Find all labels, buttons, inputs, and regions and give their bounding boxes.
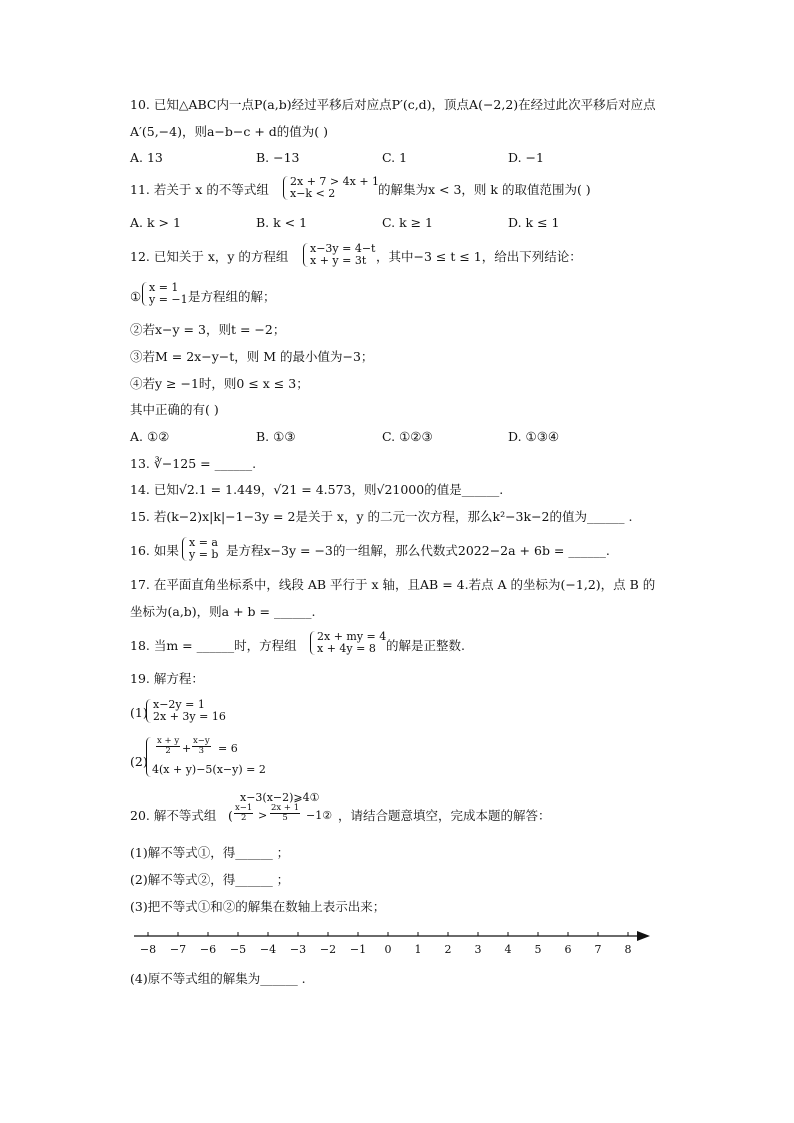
q20-post: ，请结合题意填空，完成本题的解答： <box>338 808 551 823</box>
q10-stem: △ABC内一点P(a,b)经过平移后对应点P′(c,d)，顶点A(−2,2)在经过此次平移后对应点 <box>178 97 656 112</box>
q20-frac1-den: 2 <box>240 813 247 823</box>
q12-conclusion-2: ②若x−y = 3，则t = −2； <box>130 322 286 337</box>
number-line-tick-label: 3 <box>474 943 482 956</box>
q11-system-row2: x−k < 2 <box>290 187 336 200</box>
q12-post: ，其中−3 ≤ t ≤ 1，给出下列结论： <box>376 249 582 264</box>
q14-text: 14. 已知√2.1 = 1.449，√21 = 4.573，则√21000的值是______. <box>130 482 504 497</box>
q19-part1-label: (1) <box>130 705 148 720</box>
number-line-tick-label: 7 <box>594 943 602 956</box>
q19-part2-frac2-den: 3 <box>198 746 205 756</box>
number-line-tick-label: −8 <box>139 943 157 956</box>
q20-row1: x−3(x−2)⩾4① <box>240 791 320 804</box>
q19-part2-frac1-den: 2 <box>165 746 171 756</box>
q19-part2-eq: = 6 <box>218 742 238 755</box>
number-line-tick-label: −2 <box>319 943 337 956</box>
q10-option-d: D. −1 <box>508 150 544 165</box>
q18-system-row1: 2x + my = 4 <box>317 630 387 643</box>
q12-option-c: C. ①②③ <box>382 429 433 444</box>
q10-option-b: B. −13 <box>256 150 300 165</box>
q11-system-row1: 2x + 7 > 4x + 1 <box>290 175 380 188</box>
q20-pre: 20. 解不等式组 <box>130 808 217 823</box>
q20-paren: ( <box>228 808 233 823</box>
q12-c1-post: 是方程组的解； <box>188 289 276 304</box>
q11-option-a: A. k > 1 <box>130 215 181 230</box>
q20-gt: > <box>258 809 268 822</box>
q19-part2-plus: + <box>182 742 192 755</box>
q19-part2-frac2-num: x−y <box>193 736 210 746</box>
q18-post: 的解是正整数. <box>386 638 465 653</box>
q20-frac2-den: 5 <box>282 813 288 823</box>
q11-option-d: D. k ≤ 1 <box>508 215 560 230</box>
q20-step4: (4)原不等式组的解集为______ . <box>130 971 306 986</box>
q12-ask: 其中正确的有( ) <box>130 402 219 417</box>
q17-line2: 坐标为(a,b)，则a + b = ______. <box>130 604 316 619</box>
q16-system-row1: x = a <box>189 536 218 549</box>
q12-c1-row1: x = 1 <box>149 281 179 294</box>
q20-frac2-num: 2x + 1 <box>271 803 300 813</box>
q20-minus1: −1② <box>306 809 333 822</box>
q10-line2: A′(5,−4)，则a−b−c + d的值为( ) <box>130 124 329 139</box>
q11-option-b: B. k < 1 <box>256 215 308 230</box>
q16-system-row2: y = b <box>189 548 219 561</box>
number-line-tick-label: 0 <box>384 943 392 956</box>
q10-option-c: C. 1 <box>382 150 408 165</box>
q18-system-row2: x + 4y = 8 <box>317 642 376 655</box>
number-line-tick-label: 8 <box>624 943 632 956</box>
number-line-tick-label: −1 <box>349 943 367 956</box>
q13-text: 13. ∛−125 = ______. <box>130 456 257 471</box>
q19-part2-frac1-num: x + y <box>157 736 180 746</box>
q12-option-a: A. ①② <box>130 429 170 444</box>
q12-pre: 12. 已知关于 x，y 的方程组 <box>130 249 289 264</box>
number-line-tick-label: −6 <box>199 943 217 956</box>
q19-part2-label: (2) <box>130 754 148 769</box>
q20-step3: (3)把不等式①和②的解集在数轴上表示出来； <box>130 899 386 914</box>
q20-frac1-num: x−1 <box>235 803 253 813</box>
q18-pre: 18. 当m = ______时，方程组 <box>130 638 297 653</box>
q12-conclusion-3: ③若M = 2x−y−t，则 M 的最小值为−3； <box>130 349 374 364</box>
q11-option-c: C. k ≥ 1 <box>382 215 434 230</box>
q20-step1: (1)解不等式①，得______ ； <box>130 845 290 860</box>
q16-post: 是方程x−3y = −3的一组解，那么代数式2022−2a + 6b = ______. <box>226 543 610 558</box>
q12-system-row1: x−3y = 4−t <box>310 242 376 255</box>
q19-title: 19. 解方程： <box>130 671 204 686</box>
q15-text: 15. 若(k−2)x|k|−1−3y = 2是关于 x，y 的二元一次方程，那么k²−3k−2的值为______ . <box>130 509 633 524</box>
number-line-tick-label: −5 <box>229 943 247 956</box>
number-line-tick-label: −4 <box>259 943 277 956</box>
number-line-tick-label: 4 <box>504 943 512 956</box>
q17-line1: 17. 在平面直角坐标系中，线段 AB 平行于 x 轴，且AB = 4.若点 A 的坐标为(−1,2)，点 B 的 <box>130 577 656 592</box>
q16-pre: 16. 如果 <box>130 543 179 558</box>
number-line-tick-label: −3 <box>289 943 307 956</box>
q10-number: 10. 已知 <box>130 97 179 112</box>
number-line-tick-label: 1 <box>414 943 422 956</box>
q11-post: 的解集为x < 3，则 k 的取值范围为( ) <box>378 182 591 197</box>
q12-option-b: B. ①③ <box>256 429 296 444</box>
q12-conclusion-4: ④若y ≥ −1时，则0 ≤ x ≤ 3； <box>130 376 309 391</box>
number-line-tick-label: 5 <box>534 943 542 956</box>
number-line-tick-label: 6 <box>564 943 572 956</box>
q12-system-row2: x + y = 3t <box>310 254 367 267</box>
q19-part1-row2: 2x + 3y = 16 <box>153 710 226 723</box>
number-line-tick-label: 2 <box>444 943 452 956</box>
q20-step2: (2)解不等式②，得______ ； <box>130 872 290 887</box>
number-line-arrow <box>637 931 650 941</box>
number-line-tick-label: −7 <box>169 943 187 956</box>
q11-pre: 11. 若关于 x 的不等式组 <box>130 182 269 197</box>
q12-c1-row2: y = −1 <box>149 293 188 306</box>
q19-part2-row2: 4(x + y)−5(x−y) = 2 <box>152 763 266 776</box>
q19-part1-row1: x−2y = 1 <box>153 698 205 711</box>
q12-c1-mark: ① <box>130 289 142 304</box>
q10-option-a: A. 13 <box>130 150 163 165</box>
q12-option-d: D. ①③④ <box>508 429 560 444</box>
